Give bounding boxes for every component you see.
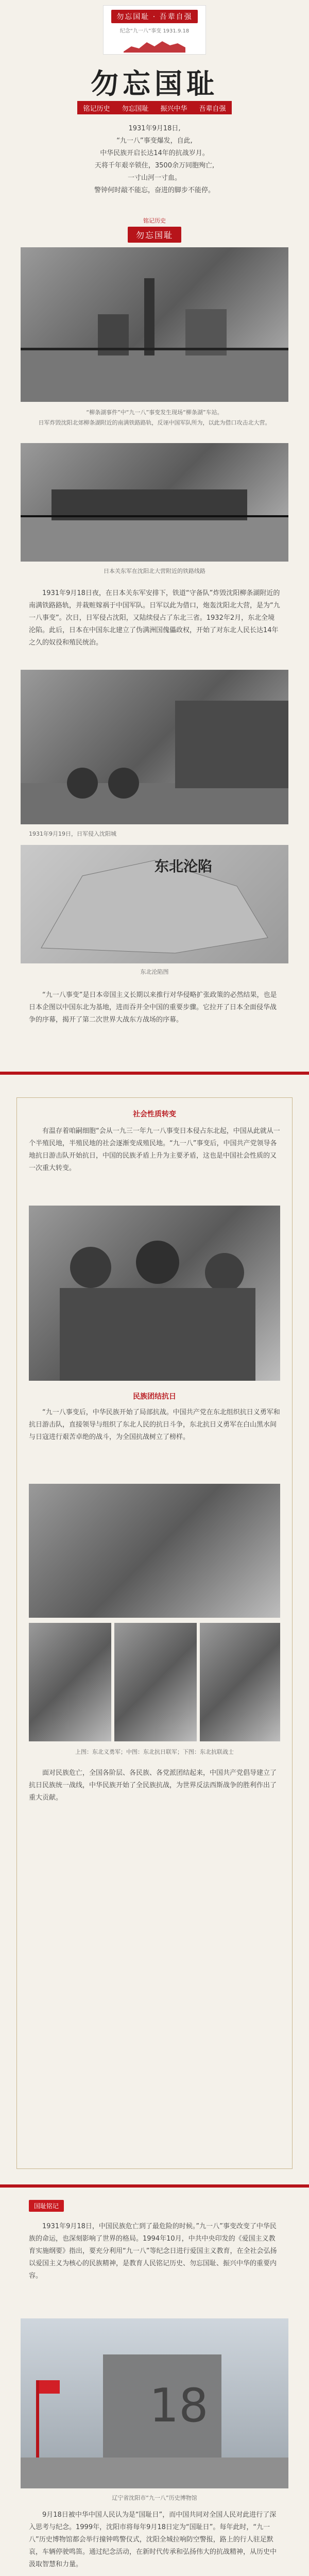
- header-subtitle: 纪念“九一八”事变 1931.9.18: [119, 28, 190, 34]
- ribbon: [77, 101, 232, 114]
- photo-collage-2: [29, 1623, 111, 1741]
- section1-header: [0, 216, 309, 247]
- section1-label: 勿忘国耻: [128, 227, 181, 243]
- monument-silhouette-icon: [21, 247, 288, 402]
- photo-liutiaohu-site: [21, 247, 288, 402]
- section3-tag-wrap: [0, 2200, 309, 2212]
- section2-para2: “九一八事变后，中华民族开始了局部抗战。中国共产党在东北组织抗日义勇军和抗日游击队，直接领导与组织了东北人民的抗日斗争，东北抗日义勇军在白山黑水间与日寇进行艰苦卓绝的战斗，为全国抗战树立了榜样。: [29, 1409, 280, 1441]
- photo1-caption2: 日军炸毁沈阳北郊柳条湖附近的南满铁路路轨，反诬中国军队所为，以此为借口攻击北大营。: [38, 419, 271, 426]
- photo-collage-1: [29, 1484, 280, 1618]
- photo-volunteers: [29, 1206, 280, 1381]
- svg-text:18: 18: [149, 2379, 209, 2433]
- intro-line: 天将千年艰辛锁住，3500余万同胞殉亡,: [94, 162, 215, 170]
- intro-line: “九一八”事变爆发，自此,: [116, 137, 193, 145]
- museum-calendar-icon: [21, 2318, 288, 2488]
- soldiers-silhouette-icon: [29, 1206, 280, 1381]
- intro-line: 警钟何时敲不能忘，奋进的脚步不能停。: [94, 187, 215, 194]
- section3-para1: 1931年9月18日，中国民族危亡到了最危险的时候。”九一八”事变改变了中华民族的命运，也深刻影响了世界的格局。1994年10月，中共中央印发的《爱国主义教育实施纲要》指出，要充分利用“九一八”等纪念日进行爱国主义教育，在全社会弘扬以爱国主义为核心的民族精神，是教育人民铭记历史、勿忘国耻、振兴中华的重要内容。: [29, 2223, 277, 2280]
- intro-line: 中华民族开启长达14年的抗战岁月。: [100, 149, 209, 157]
- ribbon-word: 铭记历史: [83, 105, 110, 113]
- divider: [0, 2184, 309, 2188]
- railway-icon: [21, 443, 288, 562]
- ribbon-word: 吾辈自强: [199, 105, 226, 113]
- divider: [0, 1072, 309, 1075]
- map-label: 东北沦陷: [154, 858, 213, 875]
- photo4-caption: 东北沦陷图: [140, 969, 169, 975]
- section3-tag: 国耻铭记: [29, 2200, 64, 2212]
- section2-title2-wrap: [0, 1391, 309, 1401]
- photo-collage-3: [114, 1623, 197, 1741]
- section2-title2: 民族团结抗日: [133, 1393, 176, 1401]
- photo-collage-4: [200, 1623, 280, 1741]
- photo3-caption: 1931年9月19日，日军侵入沈阳城: [29, 831, 116, 837]
- intro-line: 一寸山河一寸血。: [127, 174, 181, 182]
- section1-tag: 铭记历史: [143, 217, 166, 224]
- troops-silhouette-icon: [21, 670, 288, 824]
- section3-photo-caption: 辽宁省沈阳市“九一八”历史博物馆: [112, 2495, 197, 2501]
- section1-para2: “九一八事变”是日本帝国主义长期以来推行对华侵略扩张政策的必然结果，也是日本企图以中国东北为基地，进而吞并全中国的重要步骤。它拉开了日本全面侵华战争的序幕，揭开了第二次世界大战东方战场的序幕。: [29, 991, 277, 1024]
- header-banner-card: [103, 5, 206, 55]
- photo-railway: [21, 443, 288, 562]
- photo-japanese-troops: [21, 670, 288, 824]
- section2-title1: 社会性质转变: [133, 1110, 176, 1118]
- top-button: 勿忘国耻 · 吾辈自强: [111, 10, 197, 23]
- main-title: 勿忘国耻: [91, 67, 218, 100]
- section2-para3: 面对民族危亡，全国各阶层、各民族、各党派团结起来，中国共产党倡导建立了抗日民族统一战线，中华民族开始了全民族抗战，为世界反法西斯战争的胜利作出了重大贡献。: [29, 1769, 277, 1802]
- map-northeast: [21, 845, 288, 963]
- section2-title1-wrap: [0, 1109, 309, 1119]
- ribbon-word: 勿忘国耻: [122, 105, 149, 113]
- section2-photo-caption: 上图：东北义勇军；中图：东北抗日联军；下图：东北抗联战士: [75, 1749, 234, 1755]
- photo1-caption: “柳条湖事件”中“九一八”事变发生现场“柳条湖”车站。: [86, 409, 223, 416]
- intro-line: 1931年9月18日,: [128, 125, 181, 132]
- ribbon-word: 振兴中华: [160, 105, 187, 113]
- section2-para1: 有温存着咱嗣细胞“会从一九三一年九一八事变日本侵占东北起，中国从此就从一个半殖民地，半殖民地的社会逐渐变成殖民地。“九一八”事变后，中国共产党领导各地抗日游击队开始抗日，中国的民族矛盾上升为主要矛盾，这也是中国社会性质的又一次重大转变。: [29, 1127, 280, 1172]
- great-wall-icon: [124, 37, 185, 53]
- photo-museum: [21, 2318, 288, 2488]
- section3-para2: 9月18日被中华中国人民认为是“国耻日”，而中国共同对全国人民对此进行了深入思考与纪念。1999年，沈阳市将每年9月18日定为“国耻日”。每年此时，“九一八”历史博物馆都会举行撞钟鸣警仪式，沈阳全城拉响防空警报，路上的行人驻足默哀，车辆停驶鸣笛。通过纪念活动，在新时代传承和弘扬伟大的抗战精神，从历史中汲取智慧和力量。: [29, 2511, 277, 2568]
- photo2-caption: 日本关东军在沈阳北大营附近的铁路线路: [104, 568, 205, 574]
- header: [0, 5, 309, 113]
- intro: [0, 123, 309, 221]
- section1-para1: 1931年9月18日夜，在日本关东军安排下，铁道“守备队”炸毁沈阳柳条湖附近的南满铁路路轨，并栽赃嫁祸于中国军队。日军以此为借口，炮轰沈阳北大营，是为“九一八事变”。次日，日军侵占沈阳，又陆续侵占了东北三省。1932年2月，东北全境沦陷。此后，日本在中国东北建立了伪满洲国傀儡政权，开始了对东北人民长达14年之久的奴役和殖民统治。: [29, 589, 280, 647]
